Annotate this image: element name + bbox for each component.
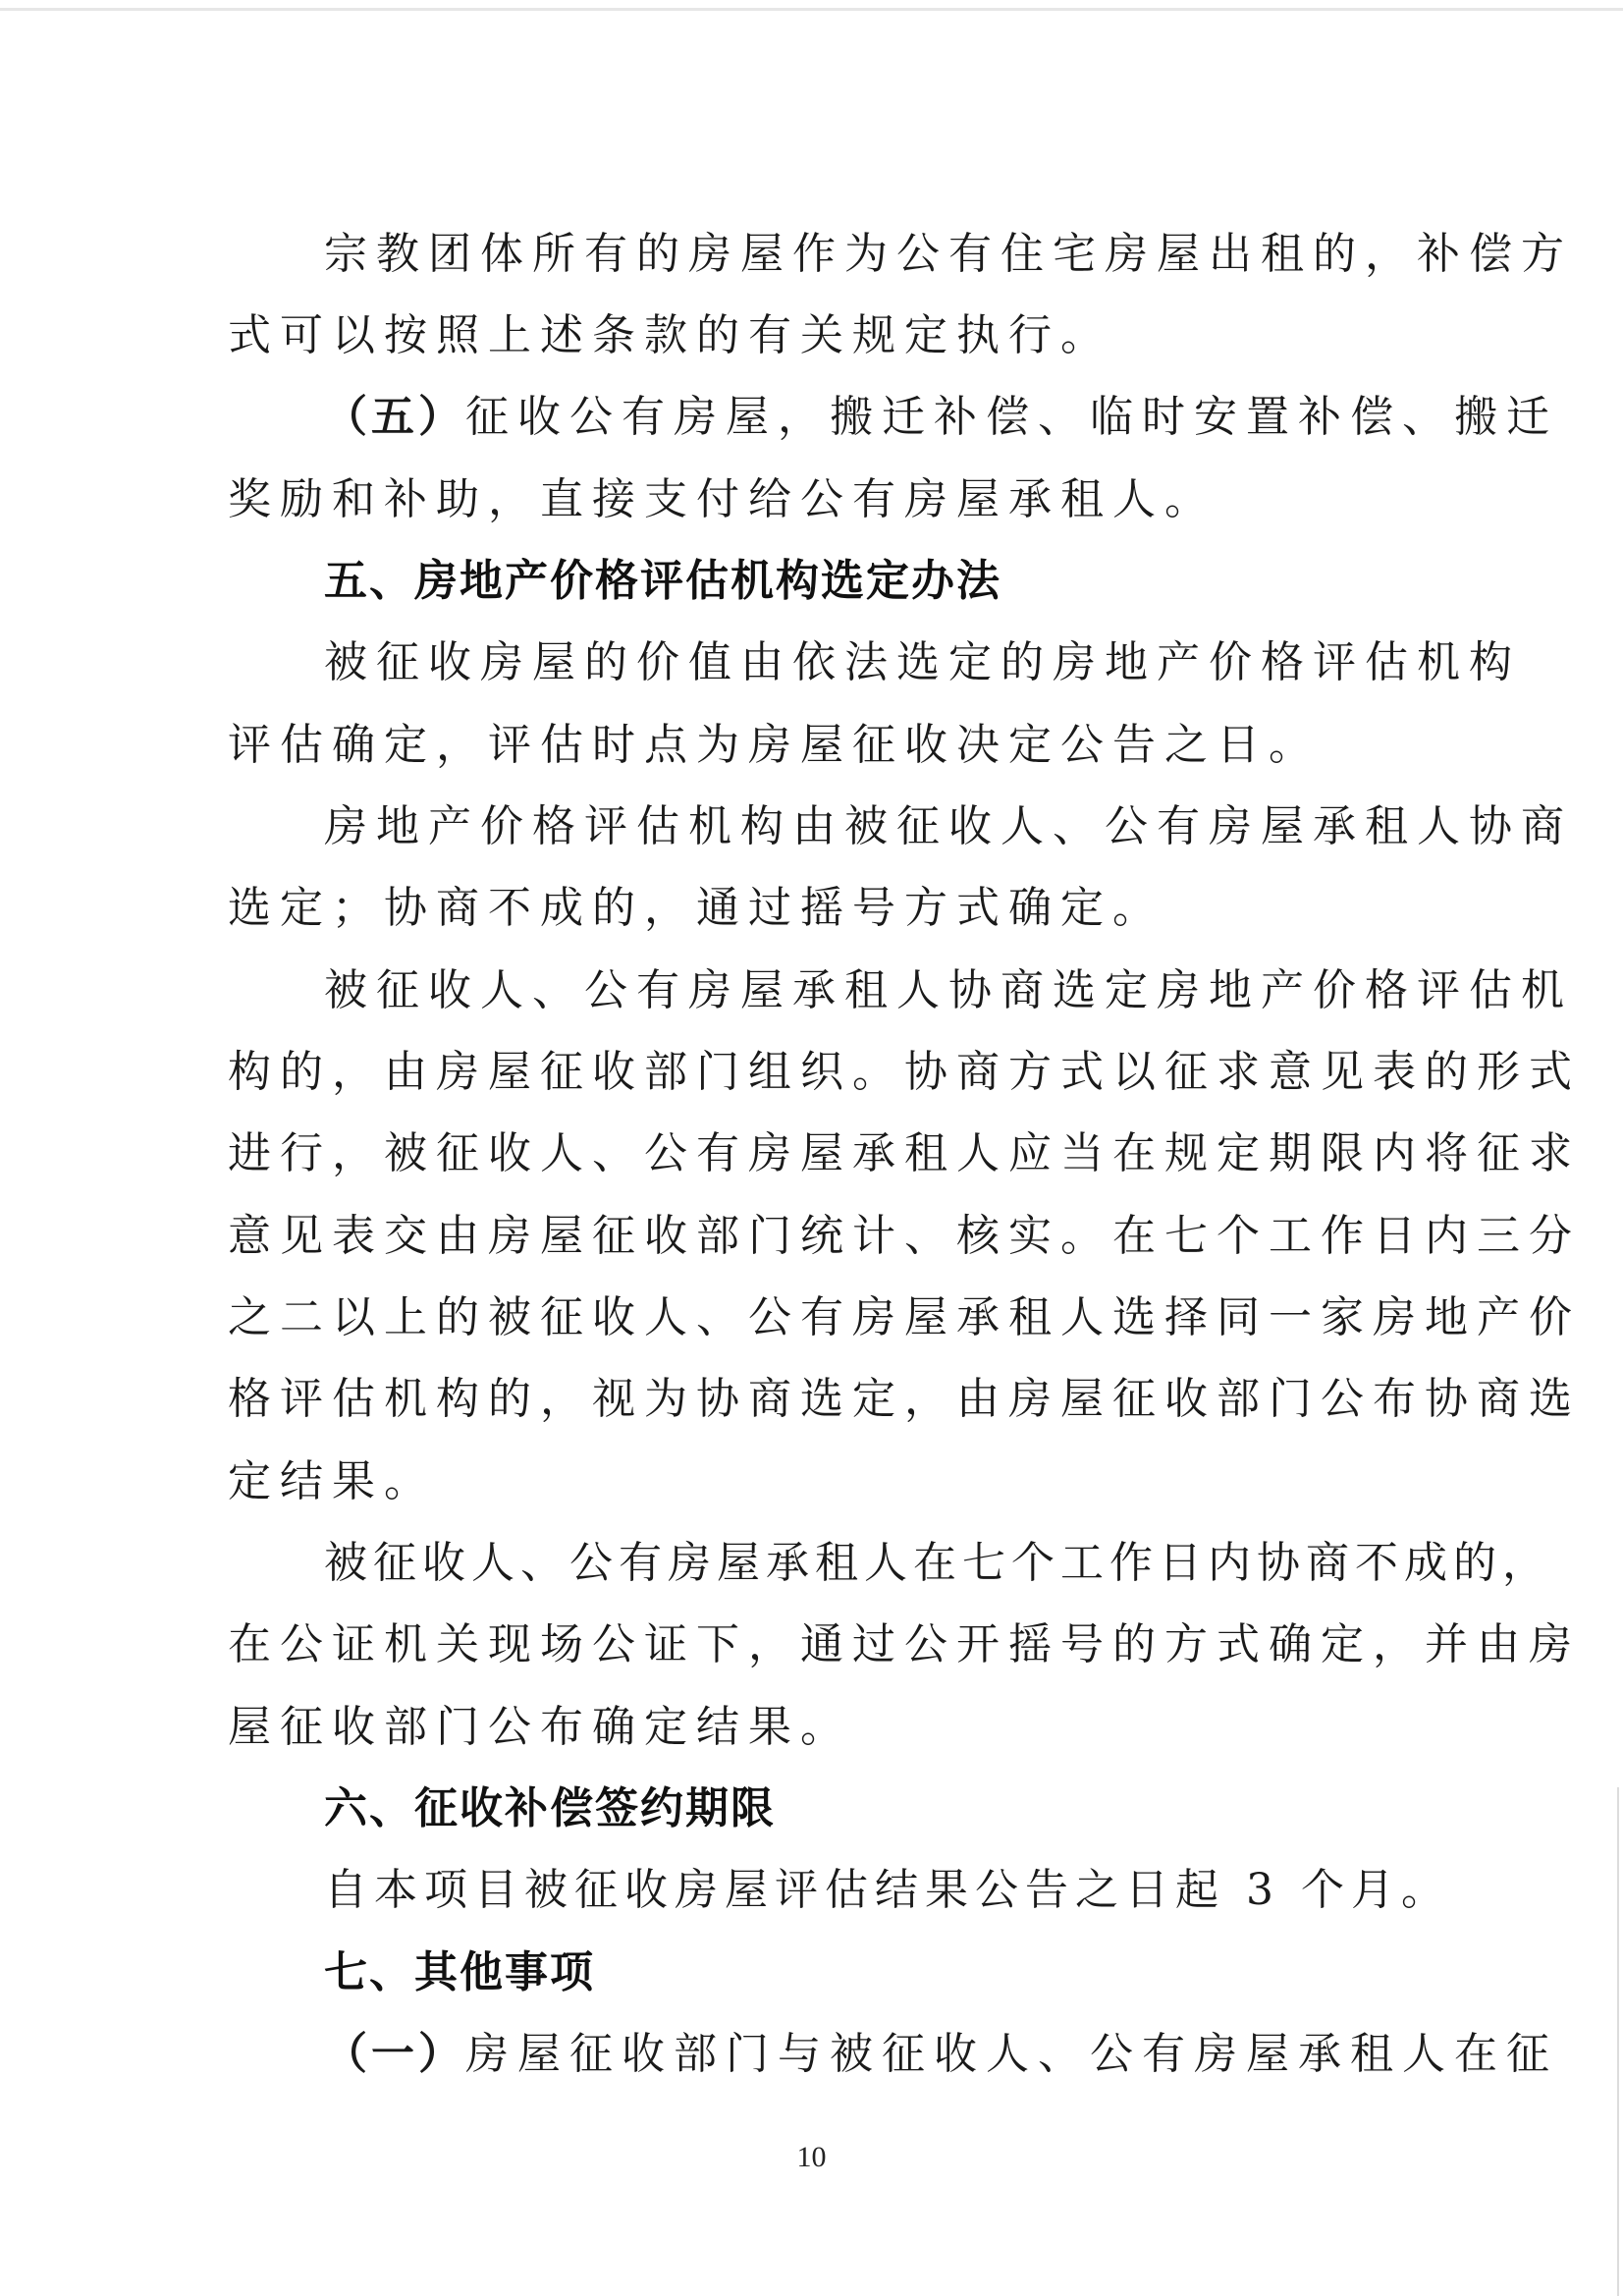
paragraph-line: 格评估机构的，视为协商选定，由房屋征收部门公布协商选 xyxy=(228,1374,1581,1424)
paragraph-line: 宗教团体所有的房屋作为公有住宅房屋出租的，补偿方 xyxy=(324,229,1573,279)
paragraph-line: 屋征收部门公布确定结果。 xyxy=(228,1702,852,1752)
paragraph-line: 意见表交由房屋征收部门统计、核实。在七个工作日内三分 xyxy=(228,1211,1581,1261)
paragraph-line: 自本项目被征收房屋评估结果公告之日起 3 个月。 xyxy=(324,1865,1451,1915)
clause-line xyxy=(324,383,1558,452)
clause-number: （五） xyxy=(324,392,465,442)
paragraph-line: 被征收房屋的价值由依法选定的房地产价格评估机构 xyxy=(324,637,1521,687)
scan-top-edge xyxy=(0,8,1623,11)
page-number: 10 xyxy=(796,2141,827,2173)
paragraph-line: 被征收人、公有房屋承租人在七个工作日内协商不成的， xyxy=(324,1538,1551,1588)
section-heading: 五、房地产价格评估机构选定办法 xyxy=(324,556,1001,606)
clause-text: 征收公有房屋，搬迁补偿、临时安置补偿、搬迁 xyxy=(465,392,1558,442)
clause-number: （一） xyxy=(324,2029,465,2079)
section-heading: 六、征收补偿签约期限 xyxy=(324,1783,776,1833)
paragraph-line: 评估确定，评估时点为房屋征收决定公告之日。 xyxy=(228,720,1321,770)
paragraph-line: 之二以上的被征收人、公有房屋承租人选择同一家房地产价 xyxy=(228,1292,1581,1342)
paragraph-line: 构的，由房屋征收部门组织。协商方式以征求意见表的形式 xyxy=(228,1047,1581,1097)
clause-line xyxy=(324,2020,1558,2089)
paragraph-line: 选定；协商不成的，通过摇号方式确定。 xyxy=(228,883,1164,933)
paragraph-line: 被征收人、公有房屋承租人协商选定房地产价格评估机 xyxy=(324,965,1573,1015)
paragraph-line: 房地产价格评估机构由被征收人、公有房屋承租人协商 xyxy=(324,801,1573,851)
paragraph-line: 奖励和补助，直接支付给公有房屋承租人。 xyxy=(228,474,1217,524)
scan-right-edge xyxy=(1617,1787,1619,2296)
paragraph-line: 进行，被征收人、公有房屋承租人应当在规定期限内将征求 xyxy=(228,1128,1581,1178)
paragraph-line: 定结果。 xyxy=(228,1456,436,1506)
paragraph-line: 在公证机关现场公证下，通过公开摇号的方式确定，并由房 xyxy=(228,1619,1581,1669)
section-heading: 七、其他事项 xyxy=(324,1947,595,1997)
clause-text: 房屋征收部门与被征收人、公有房屋承租人在征 xyxy=(465,2029,1558,2079)
paragraph-line: 式可以按照上述条款的有关规定执行。 xyxy=(228,310,1112,360)
